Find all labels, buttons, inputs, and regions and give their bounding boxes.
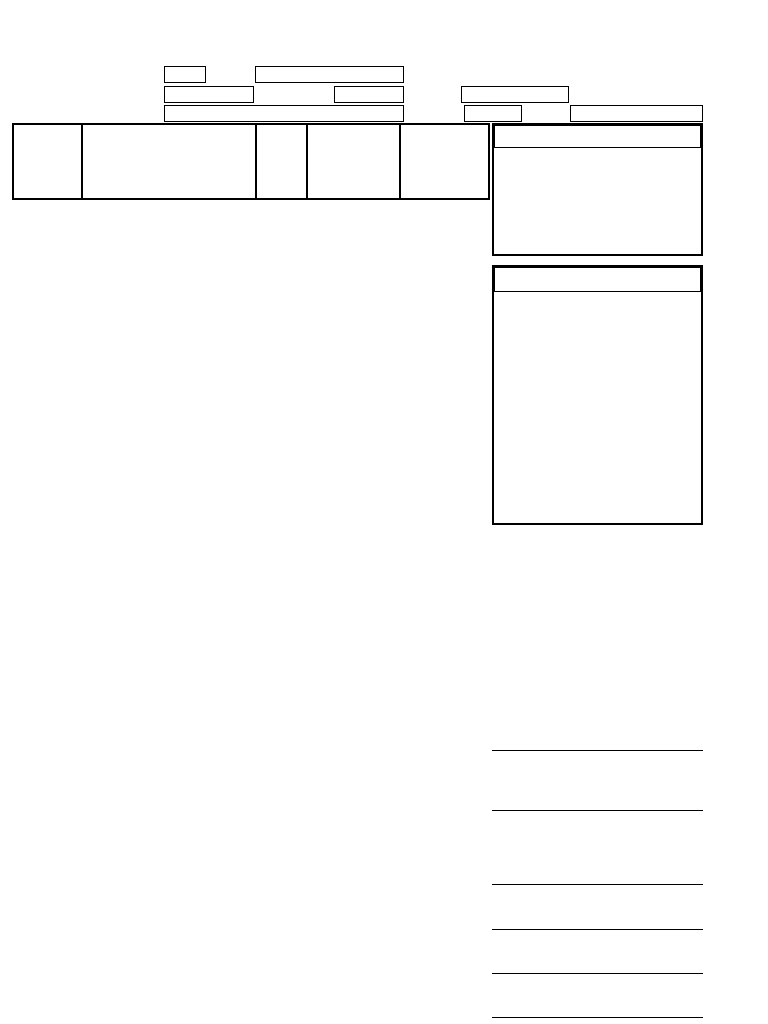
- progress-title: [495, 268, 701, 292]
- school-name-value: [164, 105, 404, 122]
- summary-table: [494, 125, 701, 181]
- col-action: [307, 124, 400, 199]
- school-year-value: [334, 86, 404, 103]
- col-dnm: [400, 124, 489, 199]
- learner-table-top: [12, 123, 490, 200]
- region-value: [164, 66, 206, 83]
- progress-table: [494, 267, 701, 320]
- grade-level-value: [464, 105, 522, 122]
- section-value: [570, 105, 703, 122]
- adviser-line: [492, 750, 703, 751]
- summary-title: [495, 126, 701, 148]
- col-lrn: [13, 124, 82, 199]
- member-line-1: [492, 884, 703, 885]
- division-value: [255, 66, 404, 83]
- member-line-3: [492, 973, 703, 974]
- head-line: [492, 810, 703, 811]
- progress-table-box: [492, 265, 703, 525]
- school-id-value: [164, 86, 254, 103]
- summary-table-box: [492, 123, 703, 256]
- col-avg: [256, 124, 307, 199]
- curriculum-value: [461, 86, 569, 103]
- member-line-4: [492, 1017, 703, 1018]
- col-name: [82, 124, 256, 199]
- member-line-2: [492, 929, 703, 930]
